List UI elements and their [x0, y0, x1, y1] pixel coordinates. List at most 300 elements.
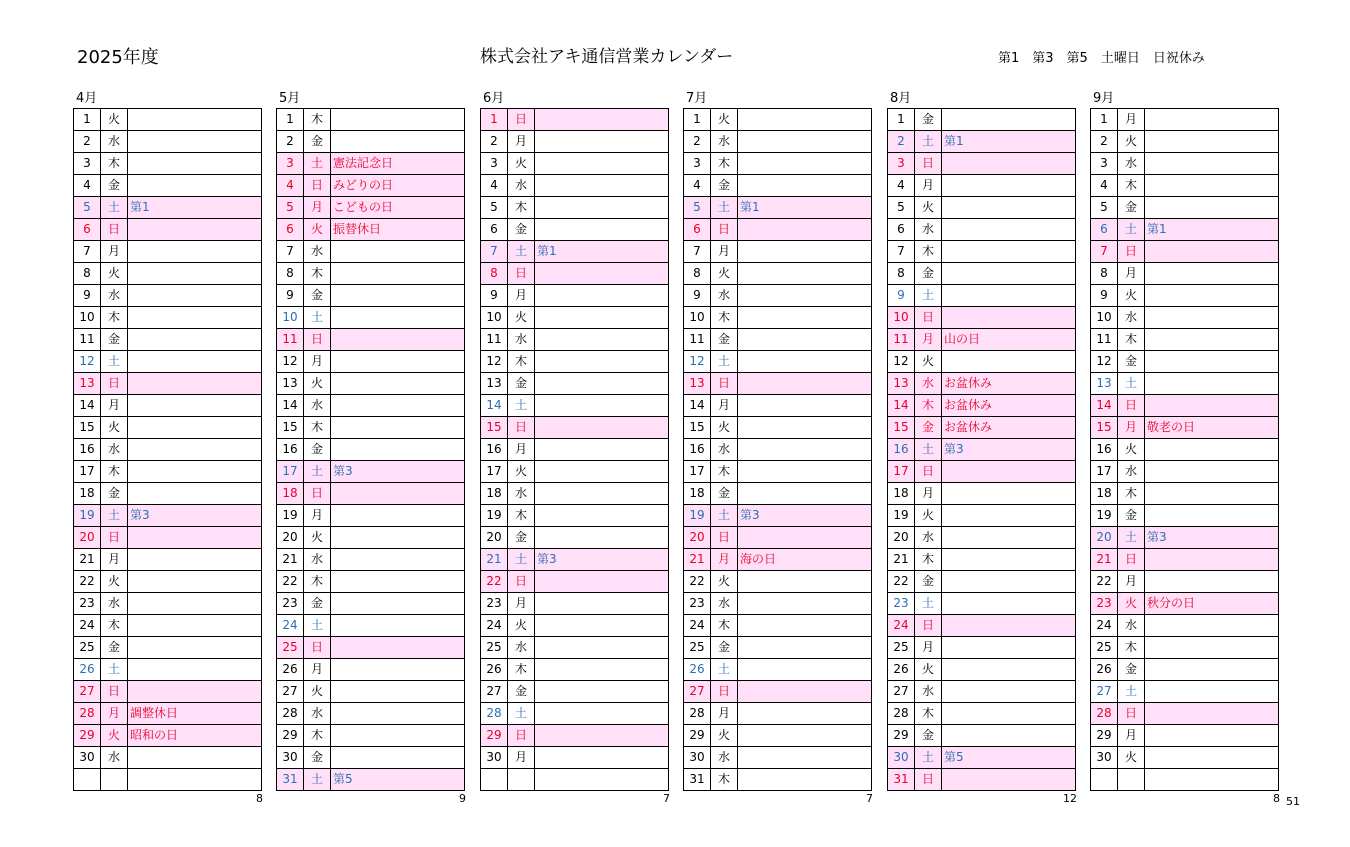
day-row [888, 285, 1076, 307]
day-number: 1 [888, 109, 915, 131]
day-row [481, 417, 669, 439]
day-row [277, 109, 465, 131]
day-row [74, 703, 262, 725]
note-cell [942, 263, 1076, 285]
day-row [481, 395, 669, 417]
weekday-cell: 木 [711, 615, 738, 637]
weekday-cell: 木 [508, 351, 535, 373]
note-cell [942, 307, 1076, 329]
day-number: 1 [481, 109, 508, 131]
note-cell [331, 241, 465, 263]
note-cell [738, 351, 872, 373]
weekday-cell: 土 [711, 197, 738, 219]
note-cell [128, 219, 262, 241]
day-row [1091, 219, 1279, 241]
weekday-cell: 土 [1118, 219, 1145, 241]
day-row [684, 505, 872, 527]
day-row [74, 527, 262, 549]
day-number: 10 [74, 307, 101, 329]
weekday-cell: 木 [915, 549, 942, 571]
day-row [1091, 593, 1279, 615]
day-number: 7 [277, 241, 304, 263]
day-number: 21 [277, 549, 304, 571]
day-number: 17 [277, 461, 304, 483]
note-cell [535, 219, 669, 241]
note-cell: 第3 [942, 439, 1076, 461]
note-cell [942, 593, 1076, 615]
weekday-cell: 水 [101, 439, 128, 461]
note-cell [128, 417, 262, 439]
weekday-cell: 水 [711, 439, 738, 461]
day-number: 2 [74, 131, 101, 153]
weekday-cell: 木 [304, 725, 331, 747]
day-number: 25 [481, 637, 508, 659]
note-cell [535, 351, 669, 373]
weekday-cell: 水 [1118, 153, 1145, 175]
day-row [888, 373, 1076, 395]
day-row [481, 461, 669, 483]
day-row [74, 109, 262, 131]
day-number: 6 [277, 219, 304, 241]
day-row [888, 219, 1076, 241]
weekday-cell: 日 [915, 769, 942, 791]
day-row [684, 461, 872, 483]
day-number: 28 [277, 703, 304, 725]
day-row [74, 197, 262, 219]
note-cell [128, 593, 262, 615]
day-row [684, 131, 872, 153]
day-row [277, 307, 465, 329]
day-row [74, 483, 262, 505]
month-holiday-count: 8 [256, 792, 263, 805]
day-number: 12 [74, 351, 101, 373]
note-cell [942, 351, 1076, 373]
day-row [74, 593, 262, 615]
day-number: 20 [1091, 527, 1118, 549]
weekday-cell: 火 [508, 307, 535, 329]
day-number: 24 [684, 615, 711, 637]
day-number: 14 [74, 395, 101, 417]
day-row [888, 769, 1076, 791]
day-row [684, 769, 872, 791]
note-cell: みどりの日 [331, 175, 465, 197]
weekday-cell: 水 [101, 747, 128, 769]
weekday-cell: 火 [711, 725, 738, 747]
day-number: 20 [74, 527, 101, 549]
weekday-cell: 土 [101, 197, 128, 219]
day-row [888, 483, 1076, 505]
day-row [684, 153, 872, 175]
day-row [1091, 637, 1279, 659]
day-row [277, 505, 465, 527]
weekday-cell: 月 [508, 593, 535, 615]
note-cell [1145, 307, 1279, 329]
month-block [1090, 89, 1280, 805]
day-number: 3 [481, 153, 508, 175]
note-cell: 山の日 [942, 329, 1076, 351]
note-cell [535, 483, 669, 505]
note-cell [128, 395, 262, 417]
day-number: 27 [684, 681, 711, 703]
note-cell [1145, 241, 1279, 263]
weekday-cell: 土 [711, 351, 738, 373]
day-number: 7 [1091, 241, 1118, 263]
note-cell [1145, 681, 1279, 703]
weekday-cell: 水 [508, 637, 535, 659]
weekday-cell: 月 [1118, 109, 1145, 131]
note-cell [942, 703, 1076, 725]
day-number: 8 [888, 263, 915, 285]
weekday-cell: 金 [101, 483, 128, 505]
weekday-cell: 木 [1118, 329, 1145, 351]
note-cell [942, 483, 1076, 505]
day-row [684, 659, 872, 681]
note-cell [128, 153, 262, 175]
day-row [1091, 747, 1279, 769]
note-cell: 第3 [128, 505, 262, 527]
day-row [277, 527, 465, 549]
note-cell [535, 307, 669, 329]
note-cell [535, 329, 669, 351]
note-cell [738, 747, 872, 769]
day-row [277, 593, 465, 615]
weekday-cell: 金 [915, 571, 942, 593]
day-row [1091, 197, 1279, 219]
note-cell: 第5 [331, 769, 465, 791]
note-cell [738, 439, 872, 461]
month-block [683, 89, 873, 805]
day-number: 13 [684, 373, 711, 395]
weekday-cell: 木 [711, 153, 738, 175]
day-row [1091, 681, 1279, 703]
month-table [276, 108, 465, 791]
day-number: 17 [1091, 461, 1118, 483]
day-row [684, 109, 872, 131]
note-cell [1145, 439, 1279, 461]
day-row [277, 153, 465, 175]
day-number: 16 [888, 439, 915, 461]
note-cell [738, 571, 872, 593]
weekday-cell: 水 [711, 593, 738, 615]
day-row [74, 505, 262, 527]
day-row [277, 219, 465, 241]
weekday-cell: 水 [1118, 461, 1145, 483]
month-table [480, 108, 669, 791]
note-cell: お盆休み [942, 417, 1076, 439]
note-cell [738, 417, 872, 439]
day-row [277, 285, 465, 307]
note-cell [942, 285, 1076, 307]
day-number: 4 [888, 175, 915, 197]
day-number: 28 [888, 703, 915, 725]
day-number: 3 [1091, 153, 1118, 175]
day-row [481, 527, 669, 549]
note-cell [128, 483, 262, 505]
day-number: 2 [888, 131, 915, 153]
note-cell [942, 197, 1076, 219]
day-number: 7 [684, 241, 711, 263]
day-row [684, 725, 872, 747]
day-number: 1 [1091, 109, 1118, 131]
day-row [888, 637, 1076, 659]
weekday-cell: 木 [1118, 637, 1145, 659]
weekday-cell: 金 [1118, 351, 1145, 373]
day-number: 16 [1091, 439, 1118, 461]
day-number: 2 [277, 131, 304, 153]
day-row [277, 175, 465, 197]
weekday-cell: 土 [508, 241, 535, 263]
month-label: 8月 [890, 91, 912, 106]
day-row [888, 153, 1076, 175]
weekday-cell [508, 769, 535, 791]
day-row [888, 175, 1076, 197]
day-number: 1 [277, 109, 304, 131]
day-number: 18 [277, 483, 304, 505]
weekday-cell: 水 [711, 285, 738, 307]
weekday-cell: 火 [711, 109, 738, 131]
day-row [888, 571, 1076, 593]
day-row [481, 549, 669, 571]
weekday-cell: 土 [304, 307, 331, 329]
day-number: 8 [684, 263, 711, 285]
weekday-cell: 火 [304, 373, 331, 395]
weekday-cell: 土 [304, 153, 331, 175]
note-cell [1145, 461, 1279, 483]
note-cell [1145, 395, 1279, 417]
note-cell: 昭和の日 [128, 725, 262, 747]
day-row [481, 681, 669, 703]
note-cell [331, 725, 465, 747]
note-cell [1145, 703, 1279, 725]
day-row [74, 615, 262, 637]
month-block [887, 89, 1077, 805]
day-number: 9 [684, 285, 711, 307]
day-number [74, 769, 101, 791]
note-cell [535, 571, 669, 593]
day-number: 29 [888, 725, 915, 747]
day-number: 26 [888, 659, 915, 681]
day-number: 29 [684, 725, 711, 747]
note-cell [128, 571, 262, 593]
day-row [74, 373, 262, 395]
weekday-cell: 土 [304, 769, 331, 791]
day-row [277, 549, 465, 571]
day-number: 4 [1091, 175, 1118, 197]
day-number: 10 [481, 307, 508, 329]
day-number: 22 [74, 571, 101, 593]
weekday-cell: 月 [1118, 725, 1145, 747]
day-number: 18 [74, 483, 101, 505]
note-cell [942, 615, 1076, 637]
day-row [481, 615, 669, 637]
weekday-cell: 土 [508, 703, 535, 725]
weekday-cell: 火 [1118, 593, 1145, 615]
note-cell [535, 153, 669, 175]
day-row [684, 417, 872, 439]
note-cell [535, 263, 669, 285]
weekday-cell: 木 [1118, 483, 1145, 505]
note-cell [331, 373, 465, 395]
day-row [277, 395, 465, 417]
weekday-cell: 月 [508, 747, 535, 769]
note-cell [738, 175, 872, 197]
weekday-cell: 金 [711, 483, 738, 505]
day-row [684, 571, 872, 593]
note-cell [1145, 725, 1279, 747]
note-cell [535, 725, 669, 747]
day-number: 19 [1091, 505, 1118, 527]
day-row [1091, 417, 1279, 439]
note-cell [1145, 373, 1279, 395]
note-cell: 憲法記念日 [331, 153, 465, 175]
day-number: 8 [1091, 263, 1118, 285]
day-number: 21 [888, 549, 915, 571]
day-row [1091, 351, 1279, 373]
day-number: 21 [1091, 549, 1118, 571]
note-cell [738, 131, 872, 153]
note-cell [942, 549, 1076, 571]
day-row [481, 769, 669, 791]
weekday-cell: 日 [508, 417, 535, 439]
weekday-cell: 日 [101, 373, 128, 395]
note-cell [738, 395, 872, 417]
weekday-cell: 日 [915, 307, 942, 329]
note-cell [942, 153, 1076, 175]
day-row [1091, 307, 1279, 329]
note-cell [942, 505, 1076, 527]
day-number: 6 [1091, 219, 1118, 241]
day-row [74, 439, 262, 461]
day-row [481, 241, 669, 263]
month-table [73, 108, 262, 791]
day-number: 12 [481, 351, 508, 373]
weekday-cell: 木 [915, 395, 942, 417]
day-number: 30 [277, 747, 304, 769]
day-number: 22 [1091, 571, 1118, 593]
note-cell [942, 571, 1076, 593]
note-cell [128, 175, 262, 197]
day-number: 17 [888, 461, 915, 483]
day-row [684, 527, 872, 549]
month-label: 4月 [76, 91, 98, 106]
month-block [276, 89, 466, 805]
weekday-cell: 土 [304, 461, 331, 483]
weekday-cell: 土 [304, 615, 331, 637]
calendar-title: 株式会社アキ通信営業カレンダー [480, 47, 734, 67]
day-number: 29 [74, 725, 101, 747]
day-row [277, 197, 465, 219]
day-row [74, 329, 262, 351]
note-cell: 第3 [331, 461, 465, 483]
note-cell [331, 483, 465, 505]
day-row [277, 769, 465, 791]
weekday-cell: 木 [1118, 175, 1145, 197]
day-row [481, 571, 669, 593]
day-row [277, 747, 465, 769]
weekday-cell: 日 [101, 527, 128, 549]
weekday-cell: 月 [1118, 263, 1145, 285]
day-row [481, 109, 669, 131]
day-number: 20 [277, 527, 304, 549]
day-row [1091, 263, 1279, 285]
day-row [888, 703, 1076, 725]
weekday-cell: 日 [304, 637, 331, 659]
note-cell: 第5 [942, 747, 1076, 769]
day-number: 28 [1091, 703, 1118, 725]
day-row [481, 307, 669, 329]
note-cell: 第1 [1145, 219, 1279, 241]
weekday-cell: 月 [508, 439, 535, 461]
day-row [277, 131, 465, 153]
day-number: 16 [277, 439, 304, 461]
day-row [1091, 461, 1279, 483]
note-cell [331, 439, 465, 461]
day-number: 31 [277, 769, 304, 791]
day-row [74, 263, 262, 285]
day-number: 2 [481, 131, 508, 153]
day-number: 26 [1091, 659, 1118, 681]
note-cell [738, 637, 872, 659]
day-number: 6 [684, 219, 711, 241]
day-row [888, 395, 1076, 417]
day-number [481, 769, 508, 791]
day-number: 23 [888, 593, 915, 615]
note-cell [1145, 769, 1279, 791]
day-number: 15 [888, 417, 915, 439]
day-row [888, 681, 1076, 703]
note-cell [128, 637, 262, 659]
month-holiday-count: 12 [1063, 792, 1077, 805]
day-row [684, 681, 872, 703]
day-number: 19 [684, 505, 711, 527]
day-row [74, 175, 262, 197]
note-cell [1145, 659, 1279, 681]
note-cell [738, 241, 872, 263]
note-cell [331, 703, 465, 725]
note-cell [1145, 615, 1279, 637]
day-number: 28 [74, 703, 101, 725]
day-number: 2 [684, 131, 711, 153]
day-row [74, 285, 262, 307]
weekday-cell: 金 [915, 417, 942, 439]
day-row [74, 307, 262, 329]
weekday-cell: 日 [508, 109, 535, 131]
weekday-cell: 水 [304, 395, 331, 417]
weekday-cell: 水 [915, 373, 942, 395]
day-number: 4 [74, 175, 101, 197]
note-cell [1145, 571, 1279, 593]
day-row [481, 351, 669, 373]
note-cell [128, 263, 262, 285]
weekday-cell: 木 [304, 109, 331, 131]
note-cell [128, 307, 262, 329]
weekday-cell: 火 [101, 109, 128, 131]
note-cell [942, 175, 1076, 197]
note-cell [128, 285, 262, 307]
weekday-cell: 火 [1118, 131, 1145, 153]
note-cell [128, 373, 262, 395]
weekday-cell: 水 [915, 681, 942, 703]
weekday-cell: 月 [1118, 417, 1145, 439]
day-number: 9 [74, 285, 101, 307]
day-row [888, 131, 1076, 153]
day-number: 12 [1091, 351, 1118, 373]
note-cell [1145, 505, 1279, 527]
weekday-cell: 木 [101, 461, 128, 483]
day-row [277, 241, 465, 263]
day-number: 21 [684, 549, 711, 571]
weekday-cell: 土 [101, 505, 128, 527]
